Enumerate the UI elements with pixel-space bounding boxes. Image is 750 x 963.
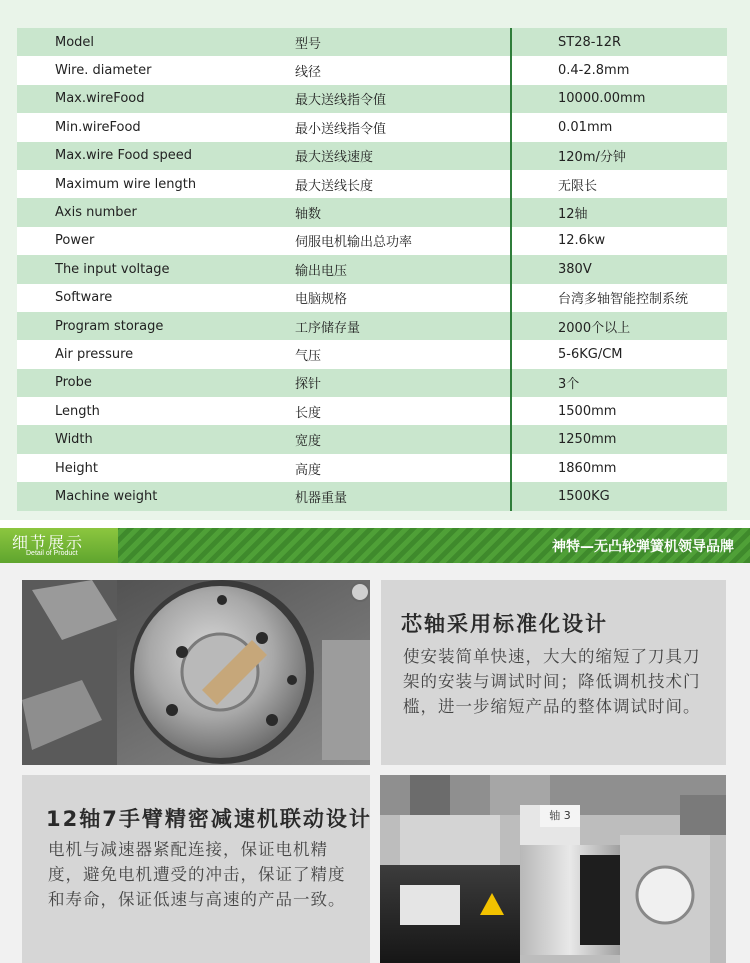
- spec-label-cn: 长度: [295, 397, 511, 425]
- spec-label-en: Machine weight: [17, 482, 295, 510]
- spec-label-cn: 探针: [295, 369, 511, 397]
- spec-label-cn: 机器重量: [295, 482, 511, 510]
- spec-row: [17, 312, 727, 340]
- spec-label-en: Max.wireFood: [17, 85, 295, 113]
- spec-label-en: Max.wire Food speed: [17, 142, 295, 170]
- spec-value: 台湾多轴智能控制系统: [511, 284, 727, 312]
- spec-label-en: Model: [17, 28, 295, 56]
- spec-label-cn: 线径: [295, 56, 511, 84]
- mandrel-description: 使安装简单快速，大大的缩短了刀具刀架的安装与调试时间；降低调机技术门槛，进一步缩短产品的整体调试时间。: [403, 647, 701, 716]
- spec-row: [17, 284, 727, 312]
- axis-label: 轴 3: [540, 805, 580, 827]
- spec-row: [17, 85, 727, 113]
- spec-label-cn: 型号: [295, 28, 511, 56]
- spec-row: [17, 56, 727, 84]
- spec-row: [17, 142, 727, 170]
- spec-value: 1860mm: [511, 454, 727, 482]
- spec-row: [17, 255, 727, 283]
- spec-value: 120m/分钟: [511, 142, 727, 170]
- spec-label-en: Software: [17, 284, 295, 312]
- spec-label-en: Width: [17, 425, 295, 453]
- spec-value: 无限长: [511, 170, 727, 198]
- spec-value: 12.6kw: [511, 227, 727, 255]
- spec-label-cn: 高度: [295, 454, 511, 482]
- spec-row: [17, 28, 727, 56]
- spec-label-en: Length: [17, 397, 295, 425]
- spec-value: ST28-12R: [511, 28, 727, 56]
- spec-label-cn: 最大送线长度: [295, 170, 511, 198]
- reducer-description: 电机与减速器紧配连接，保证电机精度，避免电机遭受的冲击，保证了精度和寿命，保证低速与高速的产品一致。: [48, 840, 346, 909]
- spec-value: 10000.00mm: [511, 85, 727, 113]
- mandrel-photo: [22, 580, 370, 765]
- spec-label-en: Probe: [17, 369, 295, 397]
- spec-label-en: Axis number: [17, 198, 295, 226]
- mandrel-info-panel: [381, 580, 726, 765]
- spec-label-cn: 宽度: [295, 425, 511, 453]
- spec-row: [17, 369, 727, 397]
- spec-value: 1500KG: [511, 482, 727, 510]
- spec-value: 12轴: [511, 198, 727, 226]
- spec-label-cn: 最大送线速度: [295, 142, 511, 170]
- spec-label-cn: 输出电压: [295, 255, 511, 283]
- spec-value: 0.01mm: [511, 113, 727, 141]
- spec-table: [17, 28, 727, 511]
- spec-value: 5-6KG/CM: [511, 340, 727, 368]
- spec-label-en: Power: [17, 227, 295, 255]
- spec-row: [17, 113, 727, 141]
- spec-value: 3个: [511, 369, 727, 397]
- spec-label-cn: 伺服电机输出总功率: [295, 227, 511, 255]
- mandrel-illustration: [22, 580, 370, 765]
- spec-value: 380V: [511, 255, 727, 283]
- spec-row: [17, 454, 727, 482]
- spec-label-cn: 工序储存量: [295, 312, 511, 340]
- detail-tag: [0, 528, 118, 563]
- spec-row: [17, 425, 727, 453]
- detail-tag-subtitle: Detail of Product: [26, 550, 78, 557]
- spec-value: 2000个以上: [511, 312, 727, 340]
- spec-row: [17, 397, 727, 425]
- brand-slogan: 神特—无凸轮弹簧机领导品牌: [552, 539, 734, 555]
- servo-motor-illustration: [380, 775, 726, 963]
- spec-label-en: Height: [17, 454, 295, 482]
- spec-value: 0.4-2.8mm: [511, 56, 727, 84]
- spec-value: 1500mm: [511, 397, 727, 425]
- spec-label-en: Wire. diameter: [17, 56, 295, 84]
- spec-label-en: Program storage: [17, 312, 295, 340]
- detail-tag-title: 细节展示: [12, 533, 85, 552]
- reducer-info-panel: [22, 775, 370, 963]
- spec-row: [17, 198, 727, 226]
- detail-banner: [0, 528, 750, 563]
- spec-label-cn: 最小送线指令值: [295, 113, 511, 141]
- spec-label-en: Maximum wire length: [17, 170, 295, 198]
- spec-label-en: The input voltage: [17, 255, 295, 283]
- spec-value: 1250mm: [511, 425, 727, 453]
- spec-row: [17, 227, 727, 255]
- spec-label-en: Min.wireFood: [17, 113, 295, 141]
- spec-row: [17, 340, 727, 368]
- spec-label-cn: 气压: [295, 340, 511, 368]
- servo-motor-photo: [380, 775, 726, 963]
- spec-row: [17, 170, 727, 198]
- spec-row: [17, 482, 727, 510]
- spec-label-cn: 最大送线指令值: [295, 85, 511, 113]
- spec-label-cn: 轴数: [295, 198, 511, 226]
- spec-label-en: Air pressure: [17, 340, 295, 368]
- spec-label-cn: 电脑规格: [295, 284, 511, 312]
- mandrel-title: 芯轴采用标准化设计: [401, 612, 608, 636]
- reducer-title: 12轴7手臂精密减速机联动设计: [46, 807, 372, 831]
